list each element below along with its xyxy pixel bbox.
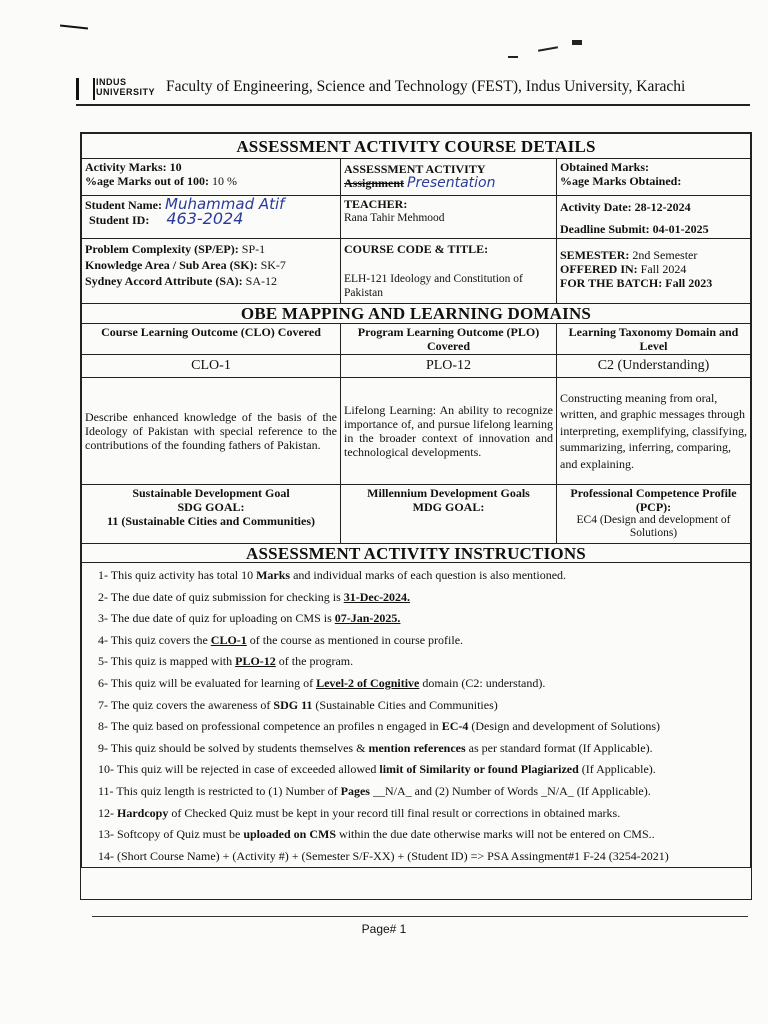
instructions-list: [82, 563, 751, 868]
taxonomy-header: Learning Taxonomy Domain and Level: [557, 324, 751, 355]
instruction-number: 3-: [98, 611, 108, 626]
instruction-number: 13-: [98, 827, 114, 842]
instruction-number: 4-: [98, 632, 108, 647]
instruction-number: 1-: [98, 568, 108, 582]
dates-cell: Activity Date: 28-12-2024 Deadline Submit: 04-01-2025: [557, 196, 751, 239]
page-number: Page# 1: [361, 922, 407, 936]
instruction-number: 5-: [98, 654, 108, 669]
plo-value: PLO-12: [341, 355, 557, 378]
clo-header: Course Learning Outcome (CLO) Covered: [82, 324, 341, 355]
instruction-item: 10- This quiz will be rejected in case of exceeded allowed limit of Similarity or found Plagiarized (If Applicable).: [98, 762, 656, 777]
instruction-item: 6- This quiz will be evaluated for learning of Level-2 of Cognitive domain (C2: understand).: [98, 675, 546, 690]
university-logo: [76, 76, 166, 104]
pen-mark: [508, 56, 518, 58]
assessment-activity-cell: ASSESSMENT ACTIVITY Assignment Presentation: [341, 159, 557, 196]
section-title-instructions: ASSESSMENT ACTIVITY INSTRUCTIONS: [82, 544, 751, 563]
plo-header: Program Learning Outcome (PLO) Covered: [341, 324, 557, 355]
instruction-number: 10-: [98, 762, 114, 777]
instruction-number: 11-: [98, 783, 114, 798]
page-header: [76, 76, 750, 104]
mdg-cell: Millennium Development Goals MDG GOAL:: [341, 485, 557, 544]
semester-cell: SEMESTER: 2nd Semester OFFERED IN: Fall 2024 FOR THE BATCH: Fall 2023: [557, 239, 751, 304]
logo-text: INDUS: [96, 77, 127, 87]
taxonomy-value: C2 (Understanding): [557, 355, 751, 378]
instruction-number: 2-: [98, 589, 108, 604]
instruction-item: 4- This quiz covers the CLO-1 of the course as mentioned in course profile.: [98, 632, 464, 647]
pcp-cell: Professional Competence Profile (PCP): EC4 (Design and development of Solutions): [557, 485, 751, 544]
assessment-form: [80, 132, 752, 900]
struck-assignment: Assignment: [344, 176, 405, 190]
complexity-cell: Problem Complexity (SP/EP): SP-1 Knowledge Area / Sub Area (SK): SK-7 Sydney Accord Attribute (SA): SA-12: [82, 239, 341, 304]
logo-text: UNIVERSITY: [96, 87, 156, 97]
instruction-item: 8- The quiz based on professional competence an profiles n engaged in EC-4 (Design and development of Solutions): [98, 719, 660, 734]
clo-description: Describe enhanced knowledge of the basis of the Ideology of Pakistan with special reference to the contributions of the founding fathers of Pakistan.: [82, 378, 341, 485]
logo-icon: [76, 78, 95, 100]
instruction-item: 3- The due date of quiz for uploading on CMS is 07-Jan-2025.: [98, 611, 401, 626]
instruction-item: 12- Hardcopy of Checked Quiz must be kept in your record till final result or corrections in obtained marks.: [98, 805, 621, 820]
course-code-cell: COURSE CODE & TITLE: ELH-121 Ideology and Constitution of Pakistan: [341, 239, 557, 304]
plo-description: Lifelong Learning: An ability to recognize importance of, and pursue lifelong learning in the broader context of innovation and technological developments.: [341, 378, 557, 485]
clo-value: CLO-1: [82, 355, 341, 378]
faculty-title: Faculty of Engineering, Science and Technology (FEST), Indus University, Karachi: [166, 78, 686, 95]
student-name-handwritten: Muhammad Atif: [165, 195, 285, 213]
taxonomy-description: Constructing meaning from oral, written, and graphic messages through interpreting, exemplifying, classifying, summarizing, inferring, comparing, and explaining.: [557, 378, 751, 485]
instruction-number: 14-: [98, 848, 114, 863]
instruction-number: 6-: [98, 675, 108, 690]
pen-stroke: [60, 25, 88, 30]
section-title-obe: OBE MAPPING AND LEARNING DOMAINS: [82, 304, 751, 324]
teacher-cell: TEACHER: Rana Tahir Mehmood: [341, 196, 557, 239]
header-divider: [76, 104, 750, 106]
instruction-number: 7-: [98, 697, 108, 712]
student-info-cell: Student Name: Muhammad Atif Student ID: 463-2024: [82, 196, 341, 239]
instruction-number: 12-: [98, 805, 114, 820]
footer-divider: [92, 916, 748, 917]
student-id-handwritten: 463-2024: [166, 209, 244, 228]
instruction-item: 13- Softcopy of Quiz must be uploaded on CMS within the due date otherwise marks will not be entered on CMS..: [98, 827, 655, 842]
handwritten-activity: Presentation: [407, 175, 496, 191]
activity-marks-cell: Activity Marks: 10 %age Marks out of 100: 10 %: [82, 159, 341, 196]
instruction-item: 1- This quiz activity has total 10 Marks and individual marks of each question is also mentioned.: [98, 568, 567, 582]
obtained-marks-cell: Obtained Marks: %age Marks Obtained:: [557, 159, 751, 196]
instruction-item: 7- The quiz covers the awareness of SDG 11 (Sustainable Cities and Communities): [98, 697, 498, 712]
course-details-table: [81, 133, 751, 868]
instruction-number: 9-: [98, 740, 108, 755]
instruction-item: 11- This quiz length is restricted to (1) Number of Pages __N/A_ and (2) Number of Words _N/A_ (If Applicable).: [98, 783, 651, 798]
instruction-number: 8-: [98, 719, 108, 734]
pen-mark: [572, 40, 582, 45]
instruction-item: 2- The due date of quiz submission for checking is 31-Dec-2024.: [98, 589, 411, 604]
instruction-item: 14- (Short Course Name) + (Activity #) + (Semester S/F-XX) + (Student ID) => PSA Assingment#1 F-24 (3254-2021): [98, 848, 669, 863]
sdg-cell: Sustainable Development Goal SDG GOAL: 11 (Sustainable Cities and Communities): [82, 485, 341, 544]
instruction-item: 5- This quiz is mapped with PLO-12 of the program.: [98, 654, 354, 669]
instruction-item: 9- This quiz should be solved by students themselves & mention references as per standard format (If Applicable).: [98, 740, 653, 755]
section-title-course-details: ASSESSMENT ACTIVITY COURSE DETAILS: [82, 134, 751, 159]
pen-mark: [538, 46, 558, 51]
